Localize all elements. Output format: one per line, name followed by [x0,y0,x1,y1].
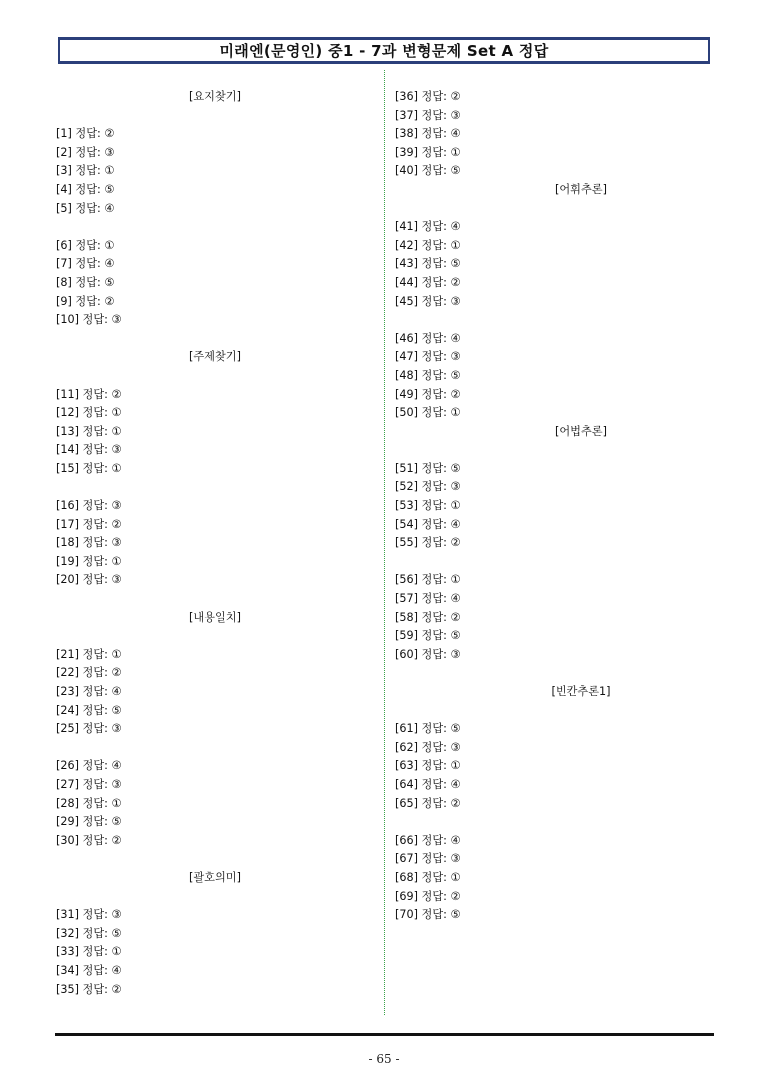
answer-line: [4] 정답: ⑤ [56,182,115,196]
answer-line: [63] 정답: ① [395,759,461,773]
answer-line: [34] 정답: ④ [56,963,122,977]
answer-line: [55] 정답: ② [395,536,461,550]
answer-line: [58] 정답: ② [395,610,461,624]
answer-line: [67] 정답: ③ [395,852,461,866]
spacer [56,478,378,497]
answer-line: [40] 정답: ⑤ [395,164,461,178]
answer-line: [30] 정답: ② [56,833,122,847]
answer-line: [39] 정답: ① [395,145,461,159]
answer-line: [18] 정답: ③ [56,536,122,550]
answer-line: [49] 정답: ② [395,387,461,401]
answer-line: [9] 정답: ② [56,294,115,308]
answer-line: [23] 정답: ④ [56,685,122,698]
section-heading: [내용일치] [189,610,241,624]
answer-line: [43] 정답: ⑤ [395,257,461,271]
spacer [56,627,378,646]
answer-line: [64] 정답: ④ [395,777,461,791]
answer-line: [36] 정답: ② [395,90,461,103]
spacer [56,739,378,758]
spacer [395,664,717,683]
answer-line: [38] 정답: ④ [395,127,461,141]
page-number: - 65 - [368,1052,400,1066]
answer-line: [20] 정답: ③ [56,573,122,587]
answer-line: [32] 정답: ⑤ [56,926,122,940]
answer-line: [26] 정답: ④ [56,759,122,773]
answer-line: [59] 정답: ⑤ [395,629,461,643]
title-box [58,37,710,64]
answer-line: [62] 정답: ③ [395,740,461,754]
answer-line: [68] 정답: ① [395,870,461,884]
answer-line: [16] 정답: ③ [56,499,122,513]
footer-rule [55,1033,714,1036]
spacer [395,200,717,219]
answer-line: [54] 정답: ④ [395,517,461,531]
spacer [56,850,378,869]
answer-line: [22] 정답: ② [56,666,122,680]
answer-line: [17] 정답: ② [56,517,122,531]
spacer [395,553,717,572]
page-title: 미래엔(문영인) 중1 - 7과 변형문제 Set A 정답 [219,42,549,60]
answer-line: [60] 정답: ③ [395,647,461,661]
answer-line: [14] 정답: ③ [56,443,122,457]
section-heading: [빈칸추론1] [551,685,611,698]
answer-line: [61] 정답: ⑤ [395,722,461,736]
answer-line: [13] 정답: ① [56,424,122,438]
answer-line: [33] 정답: ① [56,945,122,959]
answer-line: [11] 정답: ② [56,387,122,401]
answer-line: [41] 정답: ④ [395,220,461,234]
answer-line: [28] 정답: ① [56,796,122,810]
answer-line: [8] 정답: ⑤ [56,275,115,289]
answer-line: [24] 정답: ⑤ [56,703,122,717]
spacer [395,441,717,460]
answer-line: [35] 정답: ② [56,982,122,996]
spacer [395,311,717,330]
answer-line: [66] 정답: ④ [395,833,461,847]
spacer [56,330,378,349]
answer-line: [48] 정답: ⑤ [395,368,461,382]
answer-line: [25] 정답: ③ [56,722,122,736]
answer-line: [6] 정답: ① [56,238,115,252]
answer-line: [44] 정답: ② [395,275,461,289]
answer-line: [45] 정답: ③ [395,294,461,308]
answer-line: [57] 정답: ④ [395,592,461,606]
answer-line: [65] 정답: ② [395,796,461,810]
spacer [56,218,378,237]
section-heading: [어법추론] [555,424,607,438]
answer-line: [37] 정답: ③ [395,108,461,122]
spacer [56,888,378,907]
section-heading: [괄호의미] [189,870,241,884]
section-heading: [주제찾기] [189,350,241,364]
right-answer-column [395,88,717,925]
answer-line: [2] 정답: ③ [56,145,115,159]
spacer [56,590,378,609]
answer-line: [46] 정답: ④ [395,331,461,345]
answer-line: [10] 정답: ③ [56,313,122,327]
answer-line: [1] 정답: ② [56,127,115,141]
answer-line: [70] 정답: ⑤ [395,908,461,922]
answer-line: [19] 정답: ① [56,554,122,568]
answer-line: [7] 정답: ④ [56,257,115,271]
answer-line: [53] 정답: ① [395,499,461,513]
spacer [395,702,717,721]
answer-line: [27] 정답: ③ [56,777,122,791]
answer-line: [42] 정답: ① [395,238,461,252]
spacer [395,813,717,832]
answer-line: [3] 정답: ① [56,164,115,178]
answer-line: [47] 정답: ③ [395,350,461,364]
answer-line: [15] 정답: ① [56,461,122,475]
answer-line: [52] 정답: ③ [395,480,461,494]
column-divider [384,70,385,1015]
left-answer-column [56,88,378,999]
answer-line: [51] 정답: ⑤ [395,461,461,475]
answer-line: [21] 정답: ① [56,647,122,661]
answer-line: [31] 정답: ③ [56,908,122,922]
section-heading: [요지찾기] [189,90,241,103]
answer-line: [69] 정답: ② [395,889,461,903]
answer-line: [5] 정답: ④ [56,201,115,215]
section-heading: [어휘추론] [555,182,607,196]
answer-line: [50] 정답: ① [395,406,461,420]
spacer [56,107,378,126]
answer-line: [56] 정답: ① [395,573,461,587]
spacer [56,367,378,386]
answer-line: [12] 정답: ① [56,406,122,420]
answer-line: [29] 정답: ⑤ [56,815,122,829]
